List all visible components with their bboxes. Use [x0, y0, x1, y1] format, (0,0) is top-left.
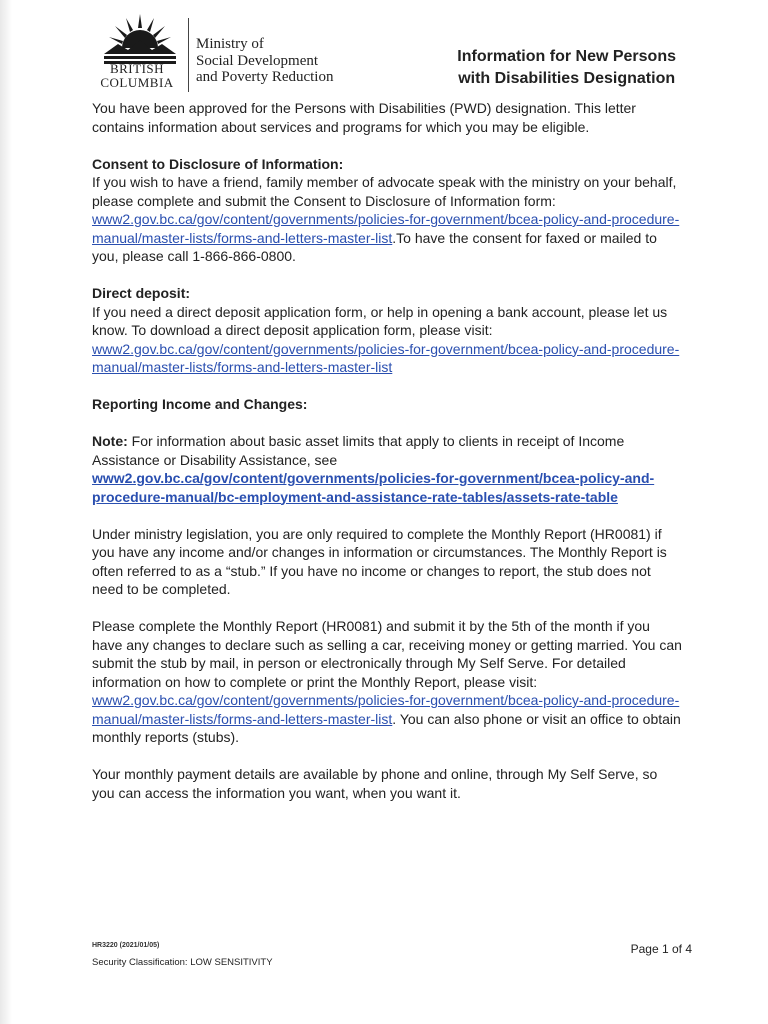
direct-deposit-heading: Direct deposit:: [92, 285, 191, 301]
document-title-line: with Disabilities Designation: [458, 70, 676, 87]
reporting-heading-paragraph: [92, 395, 682, 414]
consent-section: [92, 155, 682, 266]
submit-report-text: Please complete the Monthly Report (HR0081) and submit it by the 5th of the month if you have any changes to declare such as selling a car, receiving money or getting married. You can submit the stub by mail, in person or electronically through My Self Serve. For detailed information on how to complete or print the Monthly Report, please visit:: [92, 618, 682, 690]
form-code: HR3220 (2021/01/05): [92, 942, 160, 949]
page-number: Page 1 of 4: [630, 942, 692, 956]
logo-divider: [188, 18, 189, 92]
document-title: [457, 46, 676, 90]
ministry-name-line: Social Development: [196, 52, 319, 69]
reporting-heading: Reporting Income and Changes:: [92, 396, 308, 412]
document-title-line: Information for New Persons: [457, 48, 676, 65]
ministry-name: [196, 36, 333, 86]
security-classification: Security Classification: LOW SENSITIVITY: [92, 957, 273, 968]
bc-government-logo: [92, 10, 352, 90]
consent-form-link[interactable]: www2.gov.bc.ca/gov/content/governments/policies-for-government/bcea-policy-and-procedure-manual/master-lists/forms-and-letters-master-list: [92, 211, 680, 246]
note-paragraph: [92, 432, 682, 506]
bc-wordmark-line: BRITISH: [109, 61, 165, 76]
asset-rate-table-link[interactable]: www2.gov.bc.ca/gov/content/governments/policies-for-government/bcea-policy-and-procedure-manual/bc-employment-and-assistance-rate-tables/assets-rate-table: [92, 470, 655, 505]
bc-sun-mountain-icon: [100, 10, 180, 66]
letter-body: [92, 99, 682, 821]
direct-deposit-link[interactable]: www2.gov.bc.ca/gov/content/governments/policies-for-government/bcea-policy-and-procedure-manual/master-lists/forms-and-letters-master-list: [92, 340, 680, 375]
bc-wordmark-line: COLUMBIA: [100, 75, 174, 90]
direct-deposit-text: If you need a direct deposit application form, or help in opening a bank account, please let us know. To download a direct deposit application form, please visit:: [92, 303, 668, 338]
payment-details-paragraph: Your monthly payment details are available by phone and online, through My Self Serve, so you can access the information you want, when you want it.: [92, 766, 658, 801]
consent-text-after: .To have the consent for faxed or mailed to you, please call 1-866-866-0800.: [92, 229, 657, 264]
monthly-report-paragraph: Under ministry legislation, you are only required to complete the Monthly Report (HR0081) if you have any income and/or changes in information or circumstances. The Monthly Report is often referred to as a “stub.” If you have no income or changes to report, the stub does not need to be completed.: [92, 525, 667, 597]
intro-paragraph: You have been approved for the Persons with Disabilities (PWD) designation. This letter contains information about services and programs for which you may be eligible.: [92, 100, 636, 135]
ministry-name-line: Ministry of: [196, 36, 264, 52]
monthly-report-link[interactable]: www2.gov.bc.ca/gov/content/governments/policies-for-government/bcea-policy-and-procedure-manual/master-lists/forms-and-letters-master-list: [92, 692, 680, 727]
direct-deposit-section: [92, 284, 682, 377]
submit-report-paragraph: [92, 617, 682, 747]
consent-text: If you wish to have a friend, family member of advocate speak with the ministry on your behalf, please complete and submit the Consent to Disclosure of Information form:: [92, 174, 677, 209]
ministry-name-line: and Poverty Reduction: [196, 69, 334, 85]
page-edge: [0, 0, 12, 1024]
consent-heading: Consent to Disclosure of Information:: [92, 155, 344, 172]
bc-wordmark: [92, 62, 182, 90]
note-text: For information about basic asset limits that apply to clients in receipt of Income Assistance or Disability Assistance, see: [92, 433, 625, 468]
note-label: Note:: [92, 433, 128, 449]
submit-report-text-after: . You can also phone or visit an office to obtain monthly reports (stubs).: [92, 710, 681, 745]
